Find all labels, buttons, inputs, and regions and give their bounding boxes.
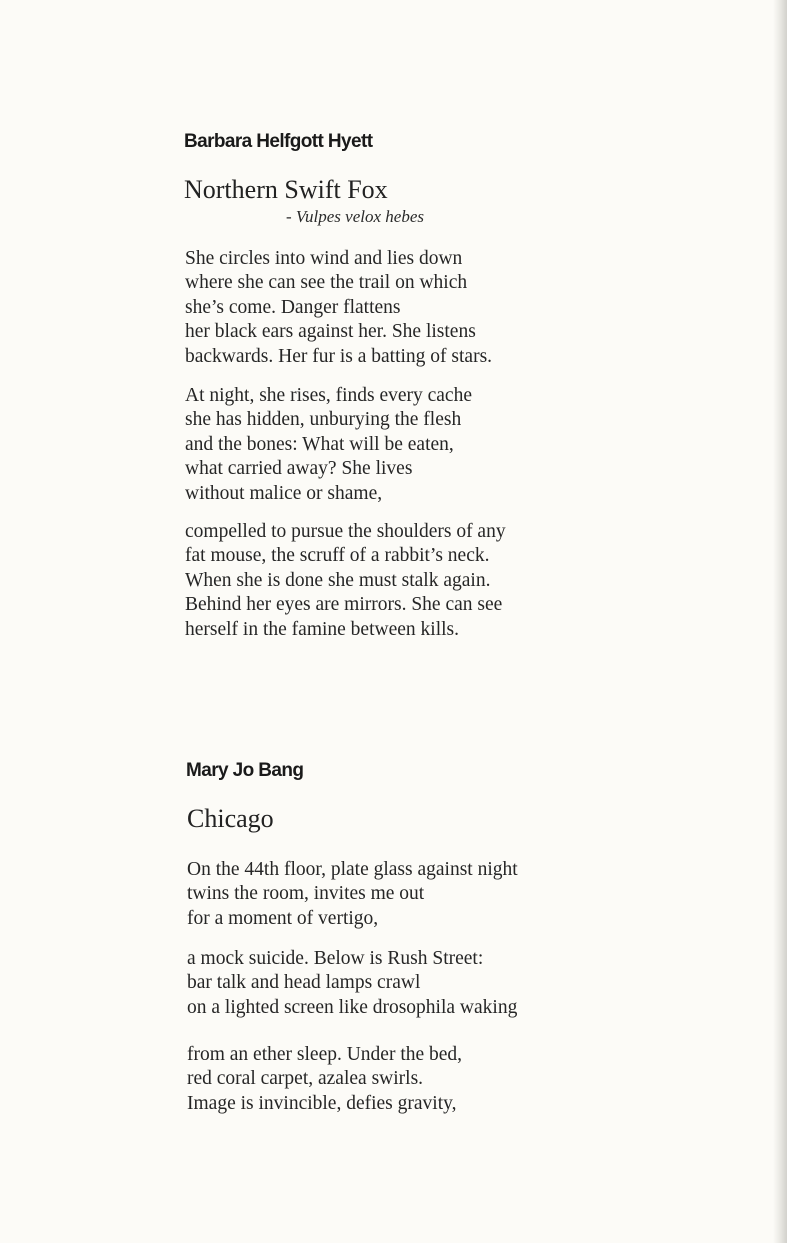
poem-2-stanza-2	[187, 947, 517, 1020]
poem-1-title: Northern Swift Fox	[184, 175, 388, 204]
poem-line: herself in the famine between kills.	[185, 618, 459, 640]
poem-line: On the 44th floor, plate glass against night	[187, 859, 518, 880]
poem-line: on a lighted screen like drosophila waking	[187, 996, 518, 1018]
poem-line: When she is done she must stalk again.	[185, 569, 491, 591]
page-edge-shadow	[773, 0, 787, 1243]
poem-2-title: Chicago	[187, 804, 274, 833]
poem-line: Behind her eyes are mirrors. She can see	[185, 594, 503, 616]
poem-2-author: Mary Jo Bang	[186, 760, 304, 781]
poem-line: without malice or shame,	[185, 482, 383, 504]
poem-line: and the bones: What will be eaten,	[185, 433, 454, 455]
poem-line: where she can see the trail on which	[185, 272, 468, 294]
poem-1-stanza-1	[185, 247, 492, 369]
poem-line: what carried away? She lives	[185, 458, 413, 480]
poem-line: fat mouse, the scruff of a rabbit’s neck.	[185, 545, 490, 567]
poem-line: backwards. Her fur is a batting of stars.	[185, 345, 493, 367]
poem-1-stanza-3	[185, 520, 506, 642]
poem-2-stanza-3	[187, 1043, 462, 1116]
poem-line: compelled to pursue the shoulders of any	[185, 521, 506, 542]
poem-1-epigraph: - Vulpes velox hebes	[286, 207, 424, 226]
poem-1-stanza-2	[185, 384, 472, 506]
poem-line: for a moment of vertigo,	[187, 907, 379, 929]
poem-1-author: Barbara Helfgott Hyett	[184, 131, 373, 152]
poem-line: she’s come. Danger flattens	[185, 296, 401, 318]
poem-line: At night, she rises, finds every cache	[185, 385, 472, 406]
poem-line: red coral carpet, azalea swirls.	[187, 1068, 424, 1090]
poem-line: bar talk and head lamps crawl	[187, 972, 421, 994]
poem-line: her black ears against her. She listens	[185, 321, 476, 343]
poem-2-stanza-1	[187, 858, 518, 931]
poem-line: She circles into wind and lies down	[185, 248, 463, 269]
poem-line: Image is invincible, defies gravity,	[187, 1092, 457, 1114]
poem-line: she has hidden, unburying the flesh	[185, 409, 462, 431]
poem-line: from an ether sleep. Under the bed,	[187, 1044, 463, 1065]
poem-line: a mock suicide. Below is Rush Street:	[187, 948, 484, 969]
poem-line: twins the room, invites me out	[187, 883, 425, 905]
